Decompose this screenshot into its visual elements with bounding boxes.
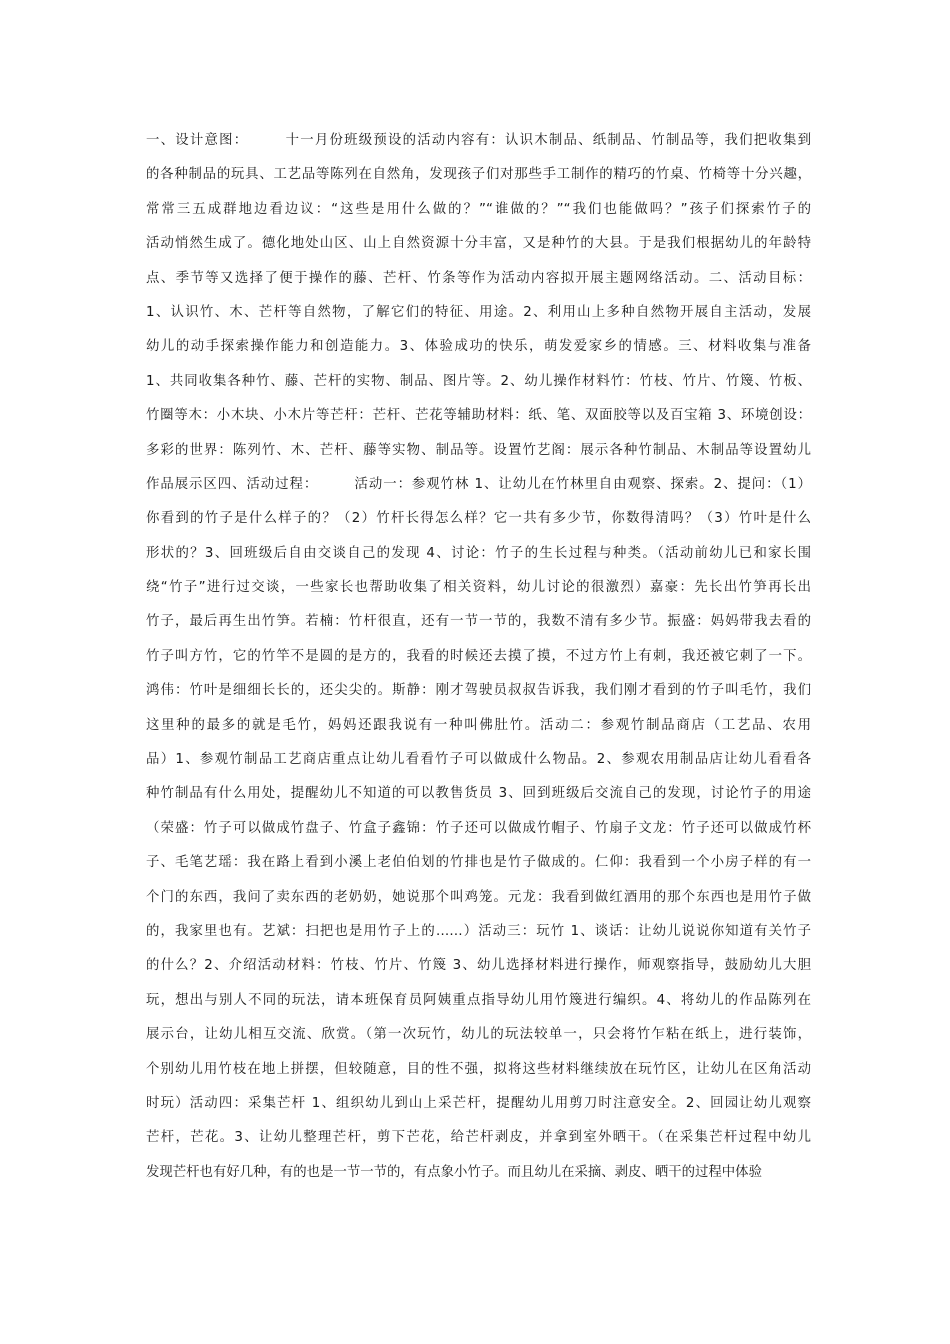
text-line: 鸿伟：竹叶是细细长长的，还尖尖的。斯静：刚才驾驶员叔叔告诉我，我们刚才看到的竹子叫毛竹，我们 [146, 683, 811, 699]
text-line: 竹子，最后再生出竹笋。若楠：竹杆很直，还有一节一节的，我数不清有多少节。振盛：妈妈带我去看的 [146, 614, 811, 630]
text-line: 这里种的最多的就是毛竹，妈妈还跟我说有一种叫佛肚竹。活动二：参观竹制品商店（工艺品、农用 [146, 717, 811, 733]
text-line: 点、季节等又选择了便于操作的藤、芒杆、竹条等作为活动内容拟开展主题网络活动。二、活动目标： [146, 270, 811, 286]
text-line: 作品展示区四、活动过程： 活动一：参观竹林 1、让幼儿在竹林里自由观察、探索。2、提问：（1） [146, 476, 811, 492]
text-line: 的，我家里也有。艺斌：扫把也是用竹子上的……）活动三：玩竹 1、谈话：让幼儿说说你知道有关竹子 [146, 923, 811, 939]
text-line: 的各种制品的玩具、工艺品等陈列在自然角，发现孩子们对那些手工制作的精巧的竹桌、竹椅等十分兴趣， [146, 167, 811, 183]
text-line: 玩，想出与别人不同的玩法，请本班保育员阿姨重点指导幼儿用竹篾进行编织。4、将幼儿的作品陈列在 [146, 992, 811, 1008]
text-line: 个门的东西，我问了卖东西的老奶奶，她说那个叫鸡笼。元龙：我看到做红酒用的那个东西也是用竹子做 [146, 889, 811, 905]
text-line: 常常三五成群地边看边议：“这些是用什么做的？”“谁做的？”“我们也能做吗？”孩子们探索竹子的 [146, 201, 811, 217]
text-line: 展示台，让幼儿相互交流、欣赏。（第一次玩竹，幼儿的玩法较单一，只会将竹乍粘在纸上，进行装饰， [146, 1027, 811, 1043]
text-line: 的什么？2、介绍活动材料：竹枝、竹片、竹篾 3、幼儿选择材料进行操作，师观察指导，鼓励幼儿大胆 [146, 958, 811, 974]
text-line: 种竹制品有什么用处，提醒幼儿不知道的可以教售货员 3、回到班级后交流自己的发现，讨论竹子的用途 [146, 786, 811, 802]
text-line: 绕“竹子”进行过交谈，一些家长也帮助收集了相关资料，幼儿讨论的很激烈）嘉豪：先长出竹笋再长出 [146, 580, 811, 596]
text-line: （荣盛：竹子可以做成竹盘子、竹盒子鑫锦：竹子还可以做成竹帽子、竹扇子文龙：竹子还可以做成竹杯 [146, 820, 811, 836]
text-line: 形状的？3、回班级后自由交谈自己的发现 4、讨论：竹子的生长过程与种类。（活动前幼儿已和家长围 [146, 545, 811, 561]
text-line: 芒杆，芒花。3、让幼儿整理芒杆，剪下芒花，给芒杆剥皮，并拿到室外晒干。（在采集芒杆过程中幼儿 [146, 1130, 811, 1146]
text-line: 多彩的世界：陈列竹、木、芒杆、藤等实物、制品等。设置竹艺阁：展示各种竹制品、木制品等设置幼儿 [146, 442, 811, 458]
text-line: 竹子叫方竹，它的竹竿不是圆的是方的，我看的时候还去摸了摸，不过方竹上有刺，我还被它刺了一下。 [146, 648, 811, 664]
text-line: 发现芒杆也有好几种，有的也是一节一节的，有点象小竹子。而且幼儿在采摘、剥皮、晒干的过程中体验 [146, 1164, 762, 1180]
text-line: 时玩）活动四：采集芒杆 1、组织幼儿到山上采芒杆，提醒幼儿用剪刀时注意安全。2、回园让幼儿观察 [146, 1095, 811, 1111]
text-line: 子、毛笔艺瑶：我在路上看到小溪上老伯伯划的竹排也是竹子做成的。仁仰：我看到一个小房子样的有一 [146, 855, 811, 871]
text-line: 品）1、参观竹制品工艺商店重点让幼儿看看竹子可以做成什么物品。2、参观农用制品店让幼儿看看各 [146, 752, 811, 768]
text-line: 你看到的竹子是什么样子的？（2）竹杆长得怎么样？它一共有多少节，你数得清吗？（3）竹叶是什么 [146, 511, 811, 527]
text-line: 一、设计意图： 十一月份班级预设的活动内容有：认识木制品、纸制品、竹制品等，我们把收集到 [146, 133, 811, 148]
text-line: 竹圈等木：小木块、小木片等芒杆：芒杆、芒花等辅助材料：纸、笔、双面胶等以及百宝箱 3、环境创设： [146, 408, 811, 424]
text-line: 活动悄然生成了。德化地处山区、山上自然资源十分丰富，又是种竹的大县。于是我们根据幼儿的年龄特 [146, 236, 811, 252]
text-line: 幼儿的动手探索操作能力和创造能力。3、体验成功的快乐，萌发爱家乡的情感。三、材料收集与准备 [146, 339, 811, 355]
document-body [146, 124, 811, 1190]
text-line: 1、共同收集各种竹、藤、芒杆的实物、制品、图片等。2、幼儿操作材料竹：竹枝、竹片、竹篾、竹板、 [146, 373, 811, 389]
text-line: 1、认识竹、木、芒杆等自然物，了解它们的特征、用途。2、利用山上多种自然物开展自主活动，发展 [146, 304, 811, 320]
text-line: 个别幼儿用竹枝在地上拼摆，但较随意，目的性不强，拟将这些材料继续放在玩竹区，让幼儿在区角活动 [146, 1061, 811, 1077]
